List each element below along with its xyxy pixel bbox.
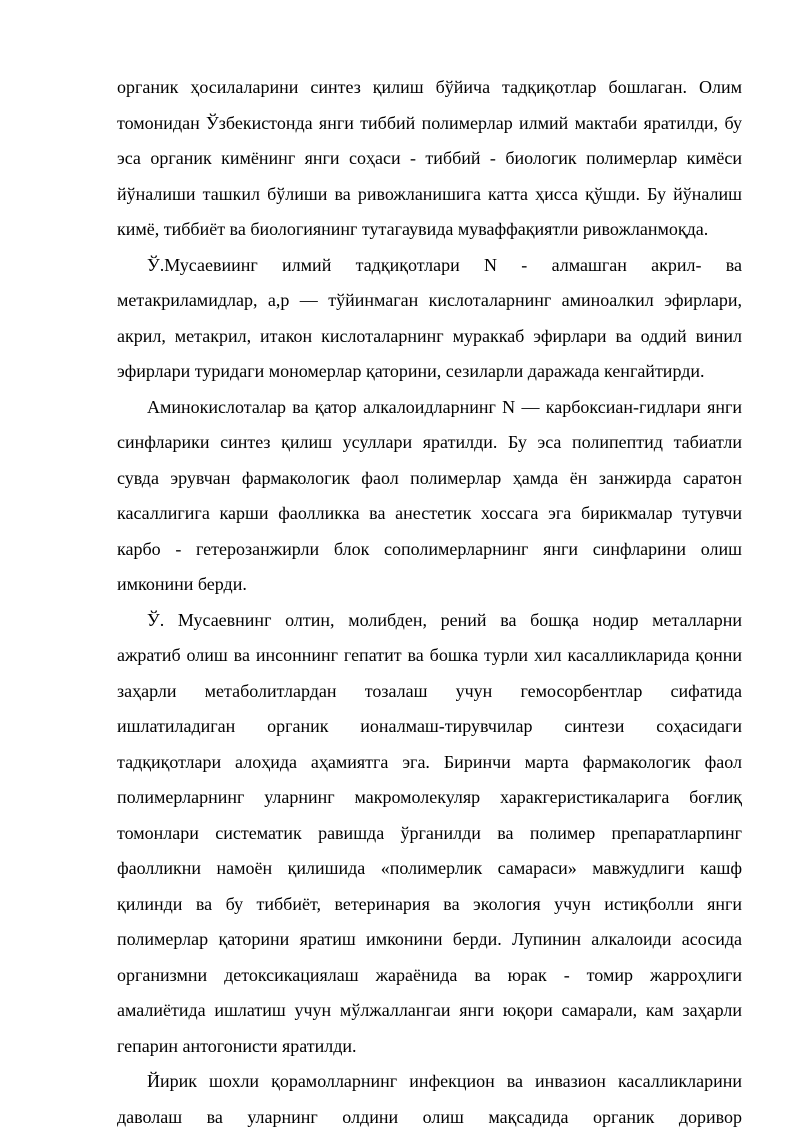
text-line: эса органик кимёнинг янги соҳаси - тиббий - биологик полимерлар кимёси [117,141,742,177]
text-line: ишлатиладиган органик ионалмаш-тирувчилар синтези соҳасидаги [117,709,742,745]
text-line: карбо - гетерозанжирли блок сополимерларнинг янги синфларини олиш [117,532,742,568]
text-line: ажратиб олиш ва инсоннинг гепатит ва бошка турли хил касалликларида қонни [117,638,742,674]
text-line: эфирлари туридаги мономерлар қаторини, сезиларли даражада кенгайтирди. [117,354,742,390]
text-line: Аминокислоталар ва қатор алкалоидларнинг N — карбоксиан-гидлари янги [117,390,742,426]
text-line: Йирик шохли қорамолларнинг инфекцион ва инвазион касалликларини [117,1064,742,1100]
text-line: гепарин антогонисти яратилди. [117,1029,742,1065]
paragraph [117,603,742,1065]
text-line: метакриламидлар, а,р — тўйинмаган кислоталарнинг аминоалкил эфирлари, [117,283,742,319]
text-line: Ў.Мусаевиинг илмий тадқиқотлари N - алмашган акрил- ва [117,248,742,284]
text-line: амалиётида ишлатиш учун мўлжаллангаи янги юқори самарали, кам заҳарли [117,993,742,1029]
text-line: томонлари систематик равишда ўрганилди ва полимер препаратларпинг [117,816,742,852]
text-line: организмни детоксикациялаш жараёнида ва юрак - томир жарроҳлиги [117,958,742,994]
paragraph [117,248,742,390]
text-line: қилинди ва бу тиббиёт, ветеринария ва экология учун истиқболли янги [117,887,742,923]
text-line: тадқиқотлари алоҳида аҳамиятга эга. Биринчи марта фармакологик фаол [117,745,742,781]
text-line: заҳарли метаболитлардан тозалаш учун гемосорбентлар сифатида [117,674,742,710]
text-line: даволаш ва уларнинг олдини олиш мақсадида органик доривор [117,1100,742,1135]
text-line: полимерлар қаторини яратиш имконини берди. Лупинин алкалоиди асосида [117,922,742,958]
text-line: акрил, метакрил, итакон кислоталарнинг мураккаб эфирлари ва оддий винил [117,319,742,355]
text-line: касаллигига карши фаолликка ва анестетик хоссага эга бирикмалар тутувчи [117,496,742,532]
text-line: кимё, тиббиёт ва биологиянинг тутагаувида муваффақиятли ривожланмоқда. [117,212,742,248]
text-line: органик ҳосилаларини синтез қилиш бўйича тадқиқотлар бошлаган. Олим [117,70,742,106]
text-line: сувда эрувчан фармакологик фаол полимерлар ҳамда ён занжирда саратон [117,461,742,497]
text-line: томонидан Ўзбекистонда янги тиббий полимерлар илмий мактаби яратилди, бу [117,106,742,142]
paragraph [117,70,742,248]
paragraph [117,1064,742,1135]
paragraph [117,390,742,603]
text-line: полимерларнинг уларнинг макромолекуляр харакгеристикаларига боғлиқ [117,780,742,816]
text-line: йўналиши ташкил бўлиши ва ривожланишига катта ҳисса қўшди. Бу йўналиш [117,177,742,213]
text-line: синфларики синтез қилиш усуллари яратилди. Бу эса полипептид табиатли [117,425,742,461]
text-line: Ў. Мусаевнинг олтин, молибден, рений ва бошқа нодир металларни [117,603,742,639]
text-line: имконини берди. [117,567,742,603]
text-line: фаолликни намоён қилишида «полимерлик самараси» мавжудлиги кашф [117,851,742,887]
document-page [117,70,742,1135]
